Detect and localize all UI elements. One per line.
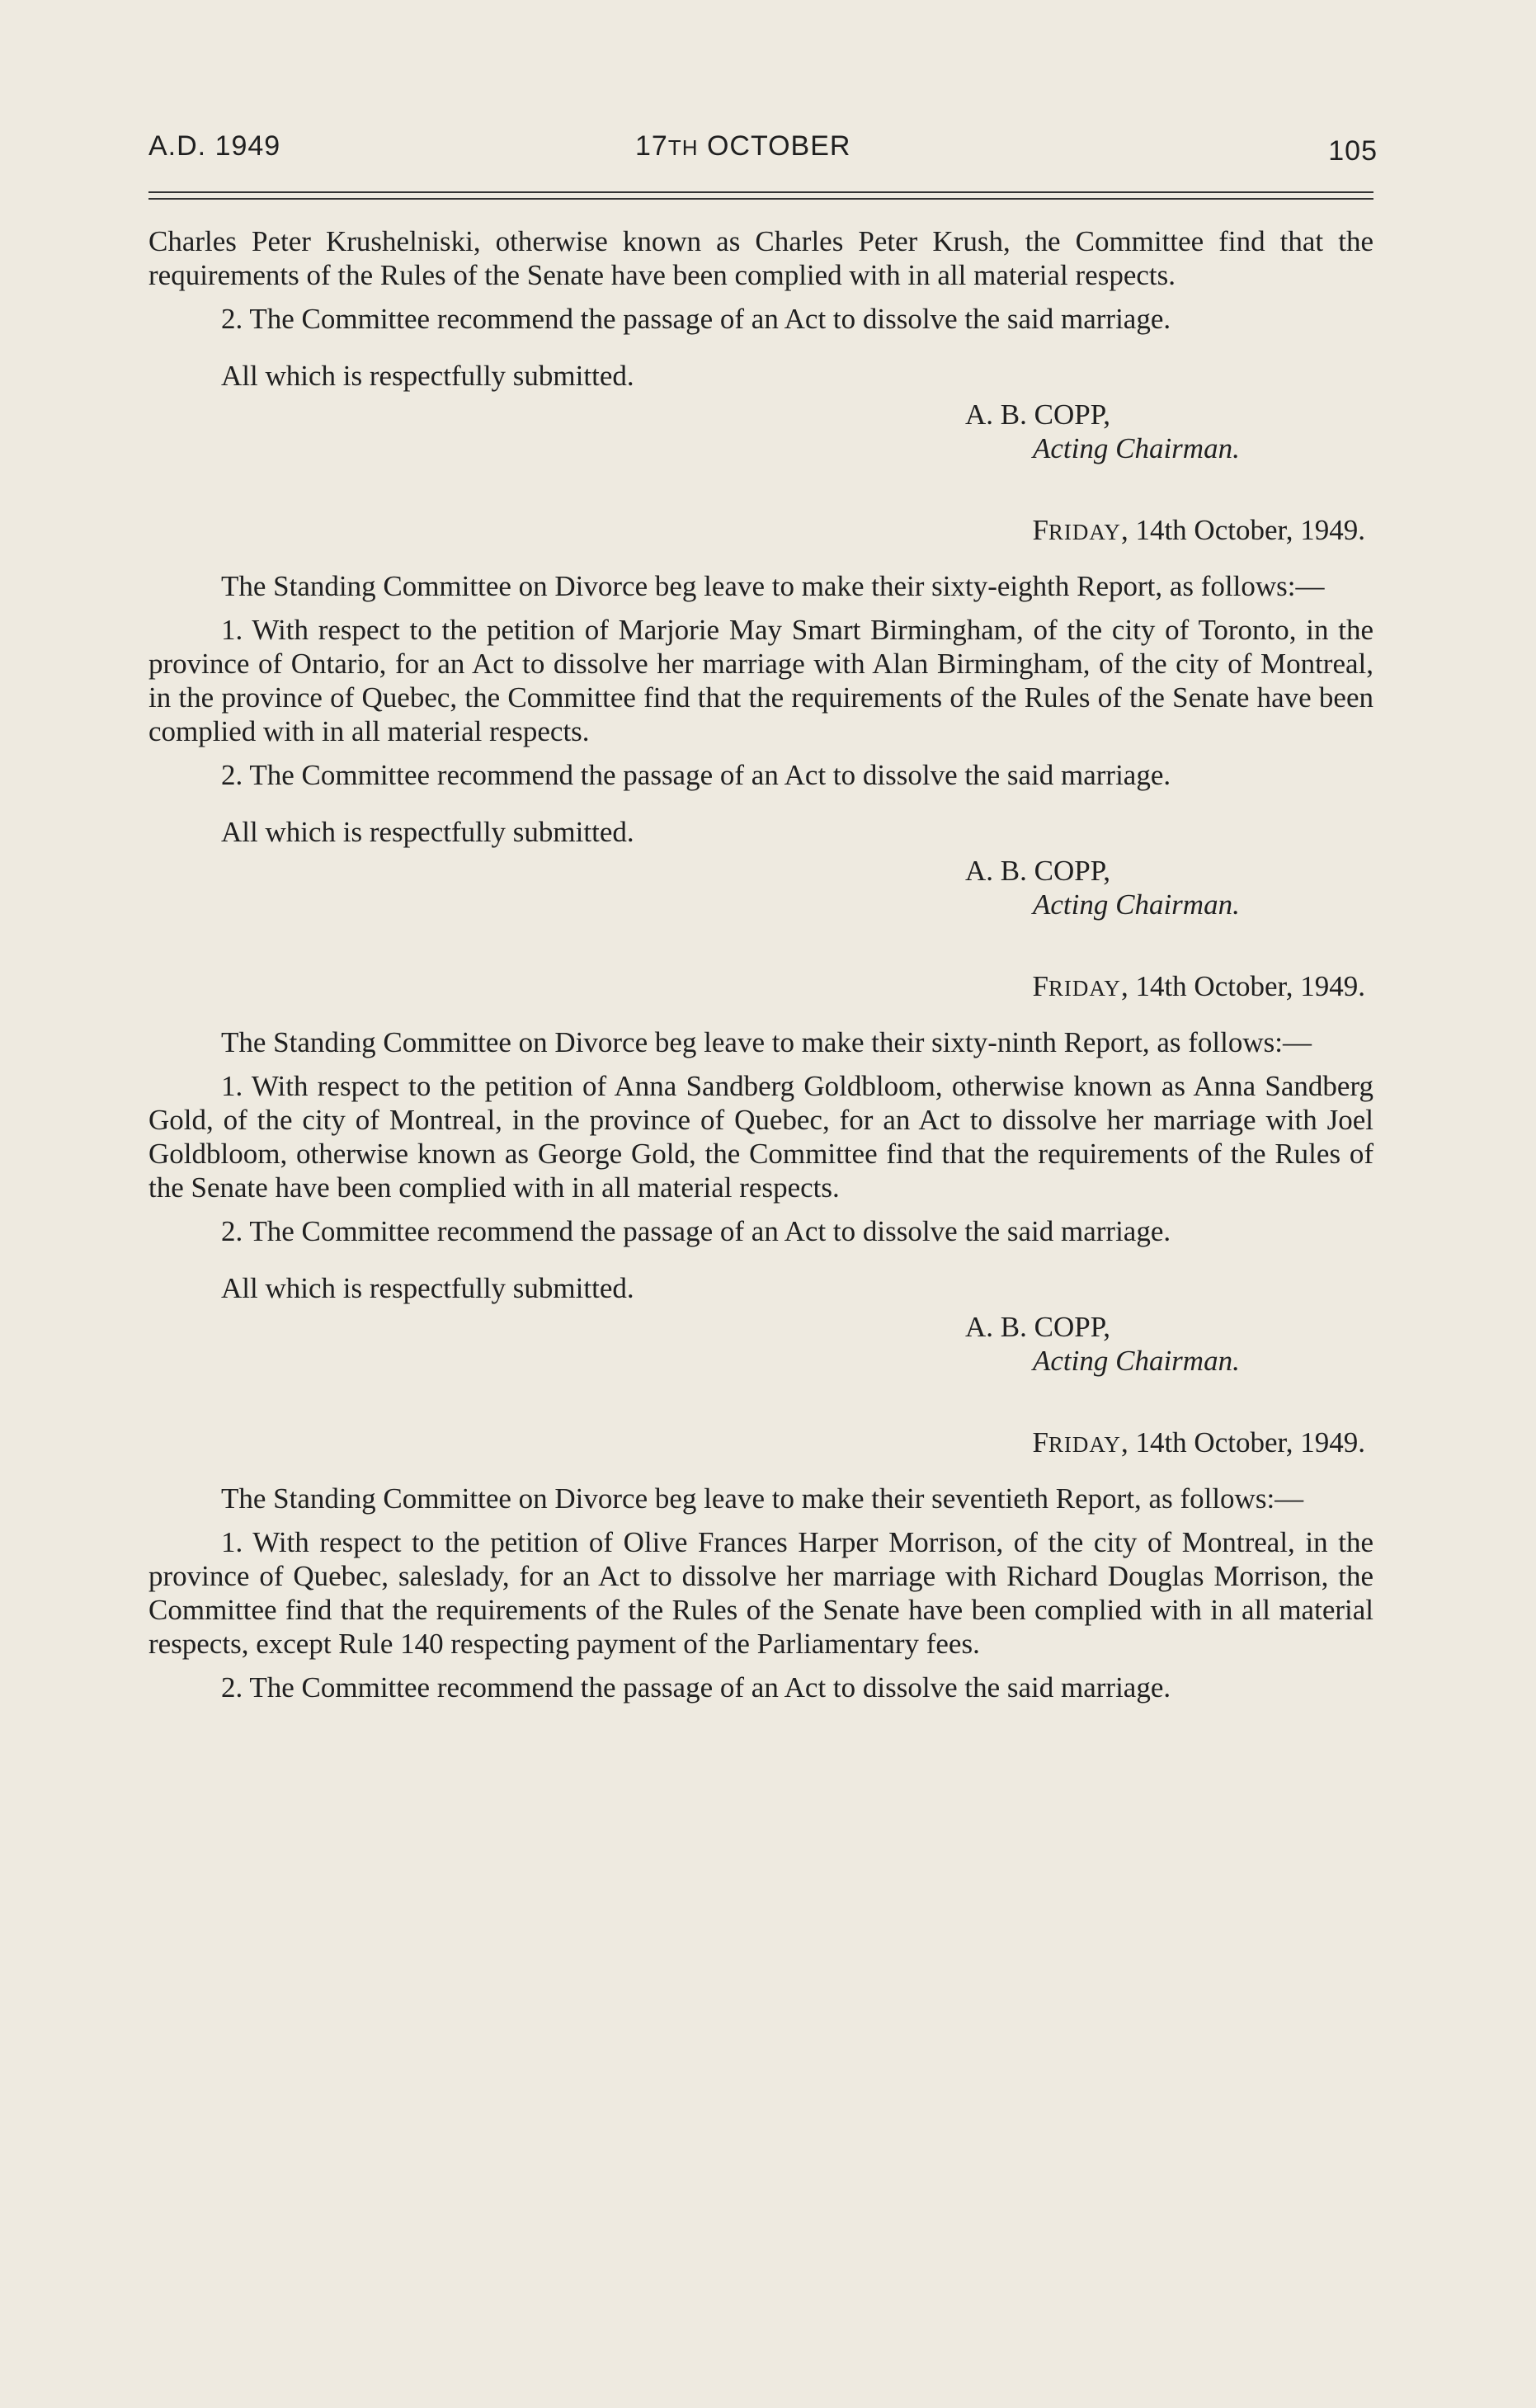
report-date (148, 1425, 1365, 1462)
header-day-number: 17 (635, 130, 668, 162)
report-intro: The Standing Committee on Divorce beg leave to make their sixty-eighth Report, as follows:— (221, 570, 1325, 602)
report-intro: The Standing Committee on Divorce beg leave to make their sixty-ninth Report, as follows:— (221, 1026, 1312, 1058)
report-day-rest: RIDAY (1048, 520, 1121, 544)
report-paragraph-1: 1. With respect to the petition of Olive Frances Harper Morrison, of the city of Montreal, in the province of Quebec, saleslady, for an Act to dissolve her marriage with Richard Douglas Morrison, the Committee find that the requirements of the Rules of the Senate have been complied with in all material respects, except Rule 140 respecting payment of the Parliamentary fees. (148, 1526, 1373, 1660)
report-paragraph-2: 2. The Committee recommend the passage of an Act to dissolve the said marriage. (221, 1215, 1171, 1247)
report-date-rest: , 14th October, 1949. (1120, 970, 1365, 1002)
report-sixty-ninth (148, 969, 1373, 1378)
report-date-rest: , 14th October, 1949. (1120, 1426, 1365, 1458)
report-day-initial: F (1032, 514, 1048, 546)
header-rule-bottom (148, 198, 1373, 200)
page-body (148, 224, 1373, 1704)
header-day-suffix: TH (667, 135, 699, 160)
report-paragraph-2: 2. The Committee recommend the passage of an Act to dissolve the said marriage. (221, 1671, 1171, 1704)
header-rule-top (148, 191, 1373, 193)
signature-block (965, 1310, 1373, 1378)
report-paragraph-2: 2. The Committee recommend the passage of an Act to dissolve the said marriage. (221, 759, 1171, 791)
report-day-initial: F (1032, 1426, 1048, 1458)
paragraph-continued: Charles Peter Krushelniski, otherwise known as Charles Peter Krush, the Committee find that the requirements of the Rules of the Senate have been complied with in all material respects. (148, 225, 1373, 291)
report-intro: The Standing Committee on Divorce beg leave to make their seventieth Report, as follows:— (221, 1482, 1304, 1515)
report-date (148, 513, 1365, 549)
report-date-rest: , 14th October, 1949. (1120, 514, 1365, 546)
report-sixty-eighth (148, 513, 1373, 921)
signer-title: Acting Chairman. (1033, 888, 1240, 921)
header-date (635, 130, 850, 163)
report-day-initial: F (1032, 970, 1048, 1002)
signer-name: A. B. COPP, (965, 855, 1111, 887)
paragraph-recommendation: 2. The Committee recommend the passage of an Act to dissolve the said marriage. (221, 303, 1171, 335)
header-month: OCTOBER (706, 130, 851, 162)
submitted-line: All which is respectfully submitted. (221, 816, 634, 848)
report-paragraph-1: 1. With respect to the petition of Marjorie May Smart Birmingham, of the city of Toronto, in the province of Ontario, for an Act to dissolve her marriage with Alan Birmingham, of the city of Montreal, in the province of Quebec, the Committee find that the requirements of the Rules of the Senate have been complied with in all material respects. (148, 614, 1373, 747)
signature-block (965, 854, 1373, 921)
submitted-line: All which is respectfully submitted. (221, 360, 634, 392)
report-continued (148, 224, 1373, 465)
header-year: A.D. 1949 (148, 130, 281, 162)
page-number: 105 (1328, 135, 1378, 167)
signature-block (965, 398, 1373, 465)
signer-title: Acting Chairman. (1033, 1345, 1240, 1377)
submitted-line: All which is respectfully submitted. (221, 1272, 634, 1304)
signer-name: A. B. COPP, (965, 1311, 1111, 1343)
signer-name: A. B. COPP, (965, 398, 1111, 431)
report-seventieth (148, 1425, 1373, 1704)
report-day-rest: RIDAY (1048, 1432, 1121, 1457)
report-date (148, 969, 1365, 1006)
page-header (148, 124, 1378, 173)
report-day-rest: RIDAY (1048, 976, 1121, 1001)
report-paragraph-1: 1. With respect to the petition of Anna Sandberg Goldbloom, otherwise known as Anna Sandberg Gold, of the city of Montreal, in the province of Quebec, for an Act to dissolve her marriage with Joel Goldbloom, otherwise known as George Gold, the Committee find that the requirements of the Rules of the Senate have been complied with in all material respects. (148, 1070, 1373, 1204)
signer-title: Acting Chairman. (1033, 432, 1240, 464)
